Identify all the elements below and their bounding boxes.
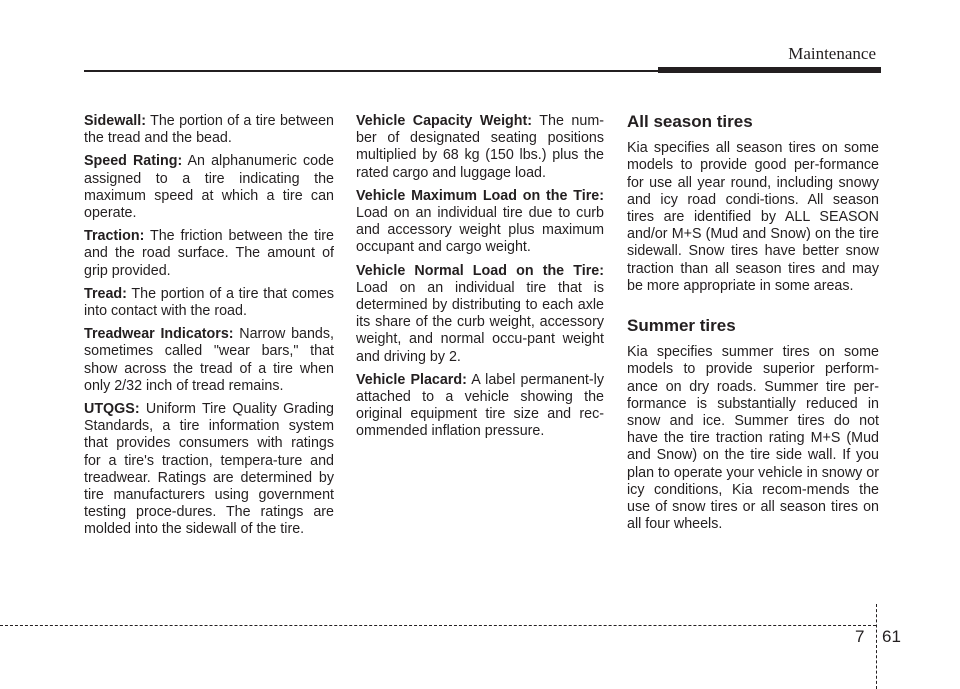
- definition-term: Vehicle Capacity Weight:: [356, 113, 533, 129]
- definition-text: Uniform Tire Quality Grading Standards, a tire information system that provides consumers with ratings for a tire's traction, tempera-ture and treadwear. Ratings are determined by tire manufacturers using government testing proce-dures. The ratings are molded into the sidewall of the tire.: [84, 401, 334, 538]
- tire-types-column: [627, 113, 879, 555]
- definition-term: Traction:: [84, 228, 145, 245]
- definition-text: A label permanent-ly attached to a vehicle showing the original equipment tire size and rec-ommended inflation pressure.: [356, 371, 604, 440]
- definition-text: Narrow bands, sometimes called "wear bars," that show across the tread of a tire when only 2/32 inch of tread remains.: [84, 326, 334, 394]
- definition-text: An alphanumeric code assigned to a tire indicating the maximum speed at which a tire can operate.: [84, 153, 334, 222]
- definition-term: Vehicle Maximum Load on the Tire:: [356, 187, 604, 204]
- definition-entry: [84, 401, 334, 539]
- definitions-column-1: [84, 113, 334, 545]
- definition-text: The num-ber of designated seating positions multiplied by 68 kg (150 lbs.) plus the rated cargo and luggage load.: [356, 113, 604, 181]
- definition-entry: [84, 286, 334, 320]
- definition-entry: [84, 113, 334, 147]
- summer-tires-body: Kia specifies summer tires on some models to provide superior perform-ance on dry roads. Summer tire per-formance is substantially reduced in snow and ice. Summer tires do not have the tire traction rating M+S (Mud and Snow) on the tire side wall. If you plan to operate your vehicle in snowy or icy conditions, Kia recom-mends the use of snow tires or all season tires on all four wheels.: [627, 344, 879, 533]
- definition-term: Vehicle Placard:: [356, 371, 467, 388]
- definition-term: Vehicle Normal Load on the Tire:: [356, 262, 604, 279]
- definition-entry: [84, 228, 334, 280]
- definition-term: Tread:: [84, 285, 127, 302]
- header-accent-bar: [658, 67, 881, 73]
- definition-entry: [356, 372, 604, 441]
- definition-text: The friction between the tire and the road surface. The amount of grip provided.: [84, 228, 334, 279]
- chapter-number: 7: [855, 627, 865, 646]
- all-season-tires-body: Kia specifies all season tires on some models to provide good per-formance for use all year round, including snowy and icy road condi-tions. All season tires are identified by ALL SEASON and/or M+S (Mud and Snow) on the tire sidewall. Snow tires have better snow traction than all season tires and may be more appropriate in some areas.: [627, 140, 879, 294]
- all-season-tires-heading: All season tires: [627, 112, 753, 131]
- definition-entry: [84, 153, 334, 222]
- definition-term: Treadwear Indicators:: [84, 326, 234, 343]
- definitions-column-2: [356, 113, 604, 447]
- definition-term: UTQGS:: [84, 401, 140, 418]
- definition-entry: [356, 113, 604, 182]
- definition-entry: [356, 263, 604, 366]
- definition-entry: [84, 326, 334, 395]
- footer-dashed-rule: [0, 625, 876, 626]
- definition-entry: [356, 188, 604, 257]
- definition-term: Speed Rating:: [84, 153, 183, 170]
- page-header-title: Maintenance: [788, 44, 876, 63]
- footer-dashed-divider: [876, 604, 877, 689]
- summer-tires-heading: Summer tires: [627, 316, 736, 336]
- definition-text: Load on an individual tire due to curb and accessory weight plus maximum occupant and cargo weight.: [356, 205, 604, 256]
- definition-term: Sidewall:: [84, 113, 146, 129]
- page-number: 61: [882, 627, 901, 646]
- definition-text: The portion of a tire that comes into contact with the road.: [84, 285, 334, 320]
- definition-text: The portion of a tire between the tread and the bead.: [84, 113, 334, 147]
- definition-text: Load on an individual tire that is determined by distributing to each axle its share of the curb weight, accessory weight, and normal occu-pant weight and driving by 2.: [356, 279, 604, 365]
